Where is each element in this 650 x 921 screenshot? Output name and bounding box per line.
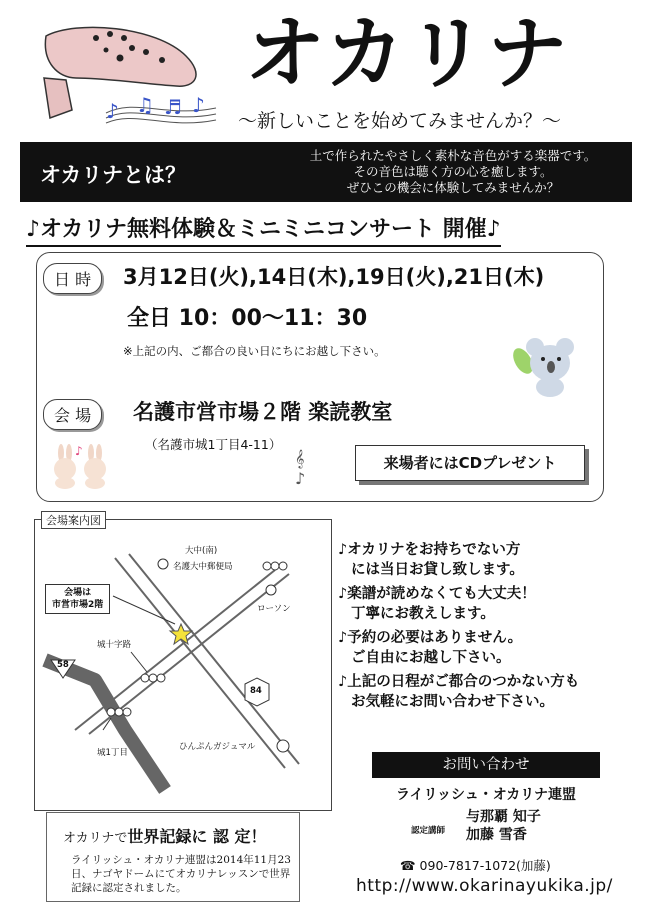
info-item: ♪楽譜が読めなくても大丈夫！ 丁寧にお教えします。 bbox=[338, 586, 536, 622]
info-item: ♪オカリナをお持ちでない方 には当日お貸し致します。 bbox=[338, 542, 524, 578]
event-details-box bbox=[36, 252, 604, 502]
map-place-hinpun: ひんぷんガジュマル bbox=[179, 742, 256, 752]
access-map bbox=[34, 514, 332, 811]
about-band bbox=[20, 142, 632, 202]
svg-text:♫: ♫ bbox=[136, 93, 154, 117]
cd-present-badge: 来場者にはCDプレゼント bbox=[355, 445, 585, 481]
organization-name: ライリッシュ・オカリナ連盟 bbox=[395, 787, 577, 803]
svg-text:♪: ♪ bbox=[106, 99, 119, 123]
event-note: ※上記の内、ご都合の良い日にちにお越し下さい。 bbox=[123, 344, 386, 358]
about-description: 土で作られたやさしく素朴な音色がする楽器です。 その音色は聴く方の心を癒します。 ぜひこの機会に体験してみませんか？ bbox=[309, 148, 597, 195]
info-list bbox=[338, 540, 638, 716]
event-title: ♪オカリナ無料体験＆ミニミニコンサート 開催♪ bbox=[26, 212, 501, 247]
route-58-label: 58 bbox=[57, 660, 69, 670]
map-place-post-office: 名護大中郵便局 bbox=[173, 562, 233, 572]
rabbits-icon bbox=[49, 443, 115, 489]
map-place-lawson: ローソン bbox=[257, 604, 291, 614]
ocarina-illustration bbox=[36, 18, 222, 138]
venue-callout: 会場は 市営市場2階 bbox=[45, 584, 110, 614]
venue-label: 会 場 bbox=[43, 399, 102, 430]
info-item: ♪上記の日程がご都合のつかない方も お気軽にお問い合わせ下さい。 bbox=[338, 674, 580, 710]
record-text: ライリッシュ・オカリナ連盟は2014年11月23日、ナゴヤドームにてオカリナレッスンで世界記録に認定されました。 bbox=[71, 854, 291, 894]
route-84-label: 84 bbox=[250, 686, 262, 696]
about-heading: オカリナとは？ bbox=[40, 163, 186, 187]
venue-name: 名護市営市場２階 楽読教室 bbox=[133, 400, 393, 424]
map-place-ohnaka: 大中(南) bbox=[185, 546, 218, 556]
venue-address: （名護市城1丁目4-11） bbox=[145, 437, 282, 452]
record-heading: オカリナで世界記録に 認 定！ bbox=[63, 827, 267, 846]
map-label: 会場案内図 bbox=[41, 511, 106, 529]
svg-text:♬: ♬ bbox=[164, 95, 182, 119]
map-place-gusuku-junction: 城十字路 bbox=[97, 640, 132, 650]
map-place-gusuku-1chome: 城1丁目 bbox=[97, 748, 128, 758]
info-item: ♪予約の必要はありません。 ご自由にお越し下さい。 bbox=[338, 630, 523, 666]
svg-text:♪: ♪ bbox=[75, 444, 83, 458]
website-link[interactable]: http://www.okarinayukika.jp/ bbox=[356, 876, 613, 896]
world-record-box bbox=[46, 812, 300, 902]
svg-text:♪: ♪ bbox=[192, 93, 205, 117]
event-dates: 3月12日(火),14日(木),19日(火),21日(木) bbox=[123, 265, 545, 289]
koala-icon bbox=[513, 335, 577, 397]
contact-phone: ☎ 090-7817-1072(加藤) bbox=[400, 858, 551, 873]
music-notes-icon: 𝄞 ♪ bbox=[295, 449, 306, 488]
contact-heading: お問い合わせ bbox=[372, 752, 600, 778]
event-time: 全日 10：00～11：30 bbox=[127, 306, 368, 331]
page-title: オカリナ bbox=[245, 7, 569, 100]
instructor-label: 認定講師 bbox=[411, 826, 446, 836]
subtitle: ～新しいことを始めてみませんか？～ bbox=[238, 110, 562, 132]
date-label: 日 時 bbox=[43, 263, 102, 294]
instructor-names: 与那覇 知子 加藤 雪香 bbox=[466, 809, 541, 843]
